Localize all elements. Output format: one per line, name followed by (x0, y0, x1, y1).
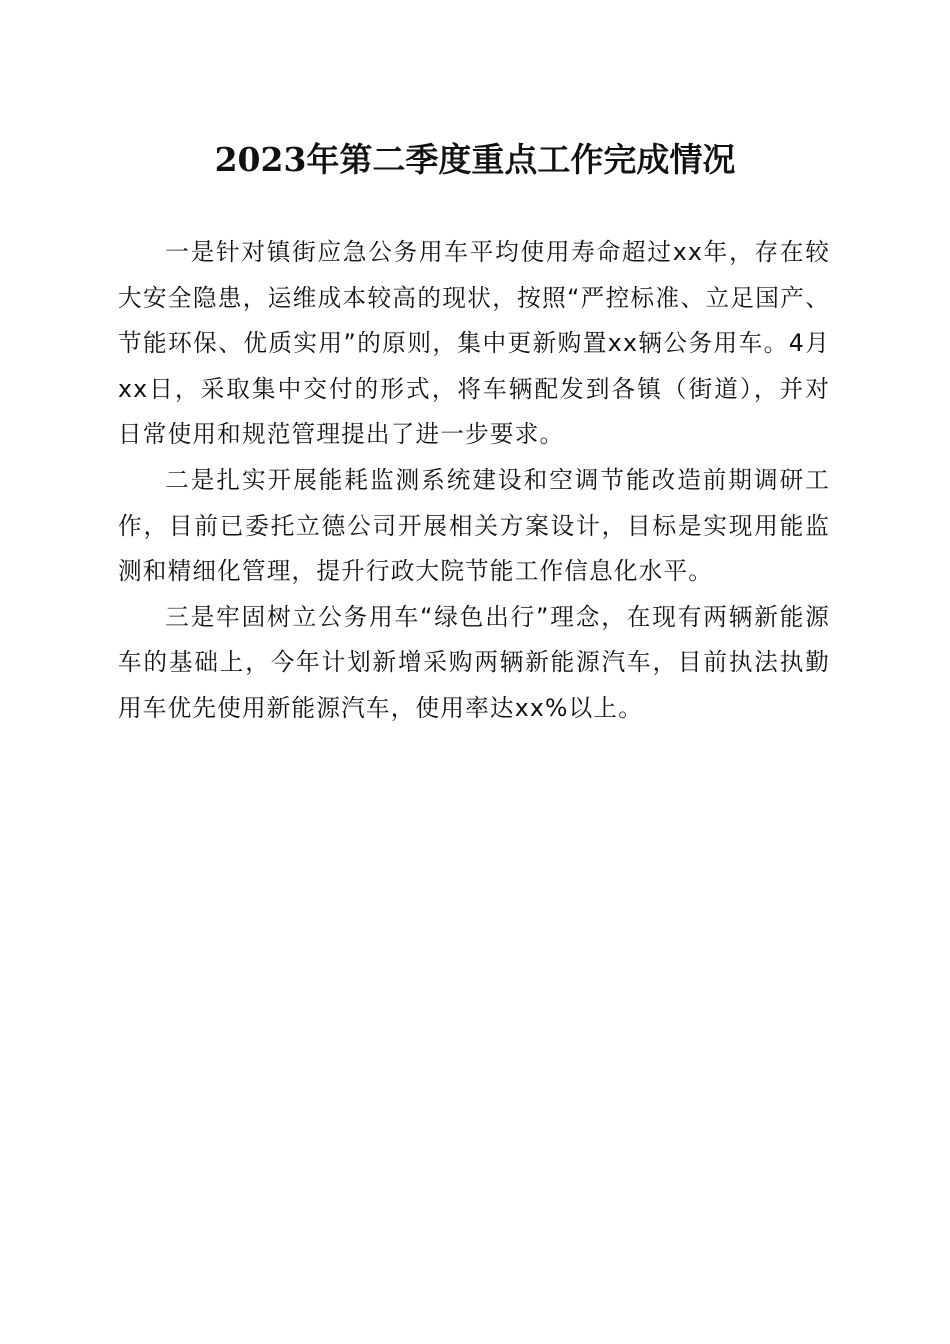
paragraph-3: 三是牢固树立公务用车“绿色出行”理念，在现有两辆新能源车的基础上，今年计划新增采购两辆新能源汽车，目前执法执勤用车优先使用新能源汽车，使用率达xx%以上。 (118, 602, 830, 722)
document-body (118, 230, 830, 732)
paragraph-2: 二是扎实开展能耗监测系统建设和空调节能改造前期调研工作，目前已委托立德公司开展相关方案设计，目标是实现用能监测和精细化管理，提升行政大院节能工作信息化水平。 (118, 465, 830, 586)
paragraph-1: 一是针对镇街应急公务用车平均使用寿命超过xx年，存在较大安全隐患，运维成本较高的现状，按照“严控标准、立足国产、节能环保、优质实用”的原则，集中更新购置xx辆公务用车。4月xx日，采取集中交付的形式，将车辆配发到各镇（街道），并对日常使用和规范管理提出了进一步要求。 (118, 238, 830, 449)
page-title: 2023年第二季度重点工作完成情况 (214, 140, 736, 179)
